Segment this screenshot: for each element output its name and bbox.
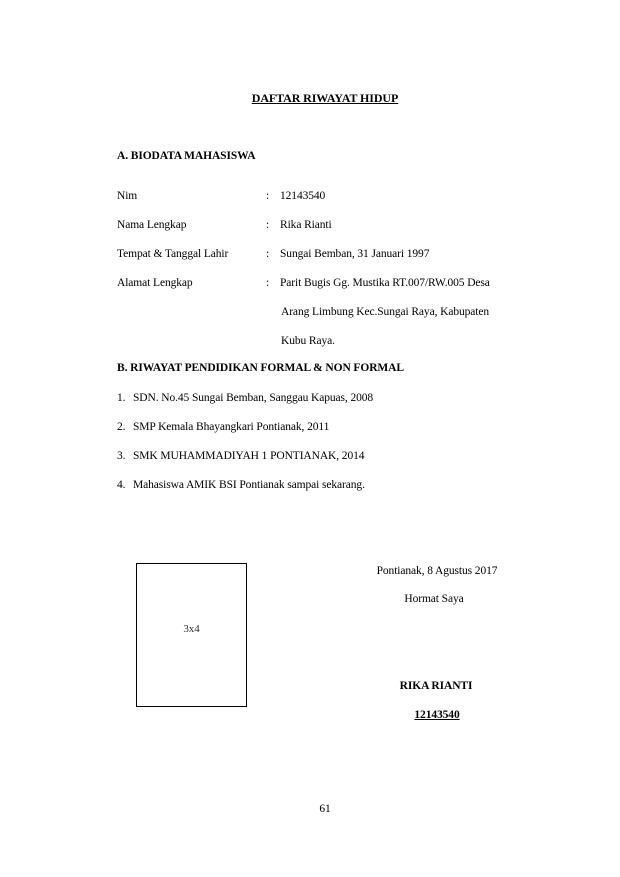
education-item-text: SMP Kemala Bhayangkari Pontianak, 2011 [133, 421, 330, 433]
field-label-nama: Nama Lengkap [117, 219, 187, 231]
education-item-number: 4. [117, 479, 126, 491]
field-colon: : [266, 219, 270, 231]
field-value-alamat: Parit Bugis Gg. Mustika RT.007/RW.005 Desa [280, 277, 490, 289]
field-label-ttl: Tempat & Tanggal Lahir [117, 248, 229, 260]
document-title: DAFTAR RIWAYAT HIDUP [251, 91, 399, 105]
education-item-number: 3. [117, 450, 126, 462]
field-colon: : [266, 190, 270, 202]
field-colon: : [266, 248, 270, 260]
education-item-text: SMK MUHAMMADIYAH 1 PONTIANAK, 2014 [133, 450, 365, 462]
field-value-nama: Rika Rianti [280, 219, 332, 231]
biodata-heading: A. BIODATA MAHASISWA [117, 150, 256, 162]
photo-placeholder [136, 563, 247, 707]
field-label-nim: Nim [117, 190, 138, 202]
signature-place-date: Pontianak, 8 Agustus 2017 [376, 565, 498, 577]
signature-nim: 12143540 [414, 709, 460, 721]
field-value-ttl: Sungai Bemban, 31 Januari 1997 [280, 248, 430, 260]
field-label-alamat: Alamat Lengkap [117, 277, 193, 289]
field-value-alamat-line2: Arang Limbung Kec.Sungai Raya, Kabupaten [281, 306, 490, 318]
education-item-text: Mahasiswa AMIK BSI Pontianak sampai sekarang. [133, 479, 365, 491]
education-item-number: 1. [117, 392, 126, 404]
field-value-alamat-line3: Kubu Raya. [281, 335, 335, 347]
education-item-text: SDN. No.45 Sungai Bemban, Sanggau Kapuas, 2008 [133, 392, 374, 404]
education-heading: B. RIWAYAT PENDIDIKAN FORMAL & NON FORMAL [117, 362, 404, 374]
page-number: 61 [319, 803, 331, 815]
education-item-number: 2. [117, 421, 126, 433]
photo-size-label: 3x4 [183, 623, 200, 635]
field-value-nim: 12143540 [280, 190, 326, 202]
signature-name: RIKA RIANTI [399, 680, 473, 692]
signature-greeting: Hormat Saya [404, 593, 464, 605]
field-colon: : [266, 277, 270, 289]
